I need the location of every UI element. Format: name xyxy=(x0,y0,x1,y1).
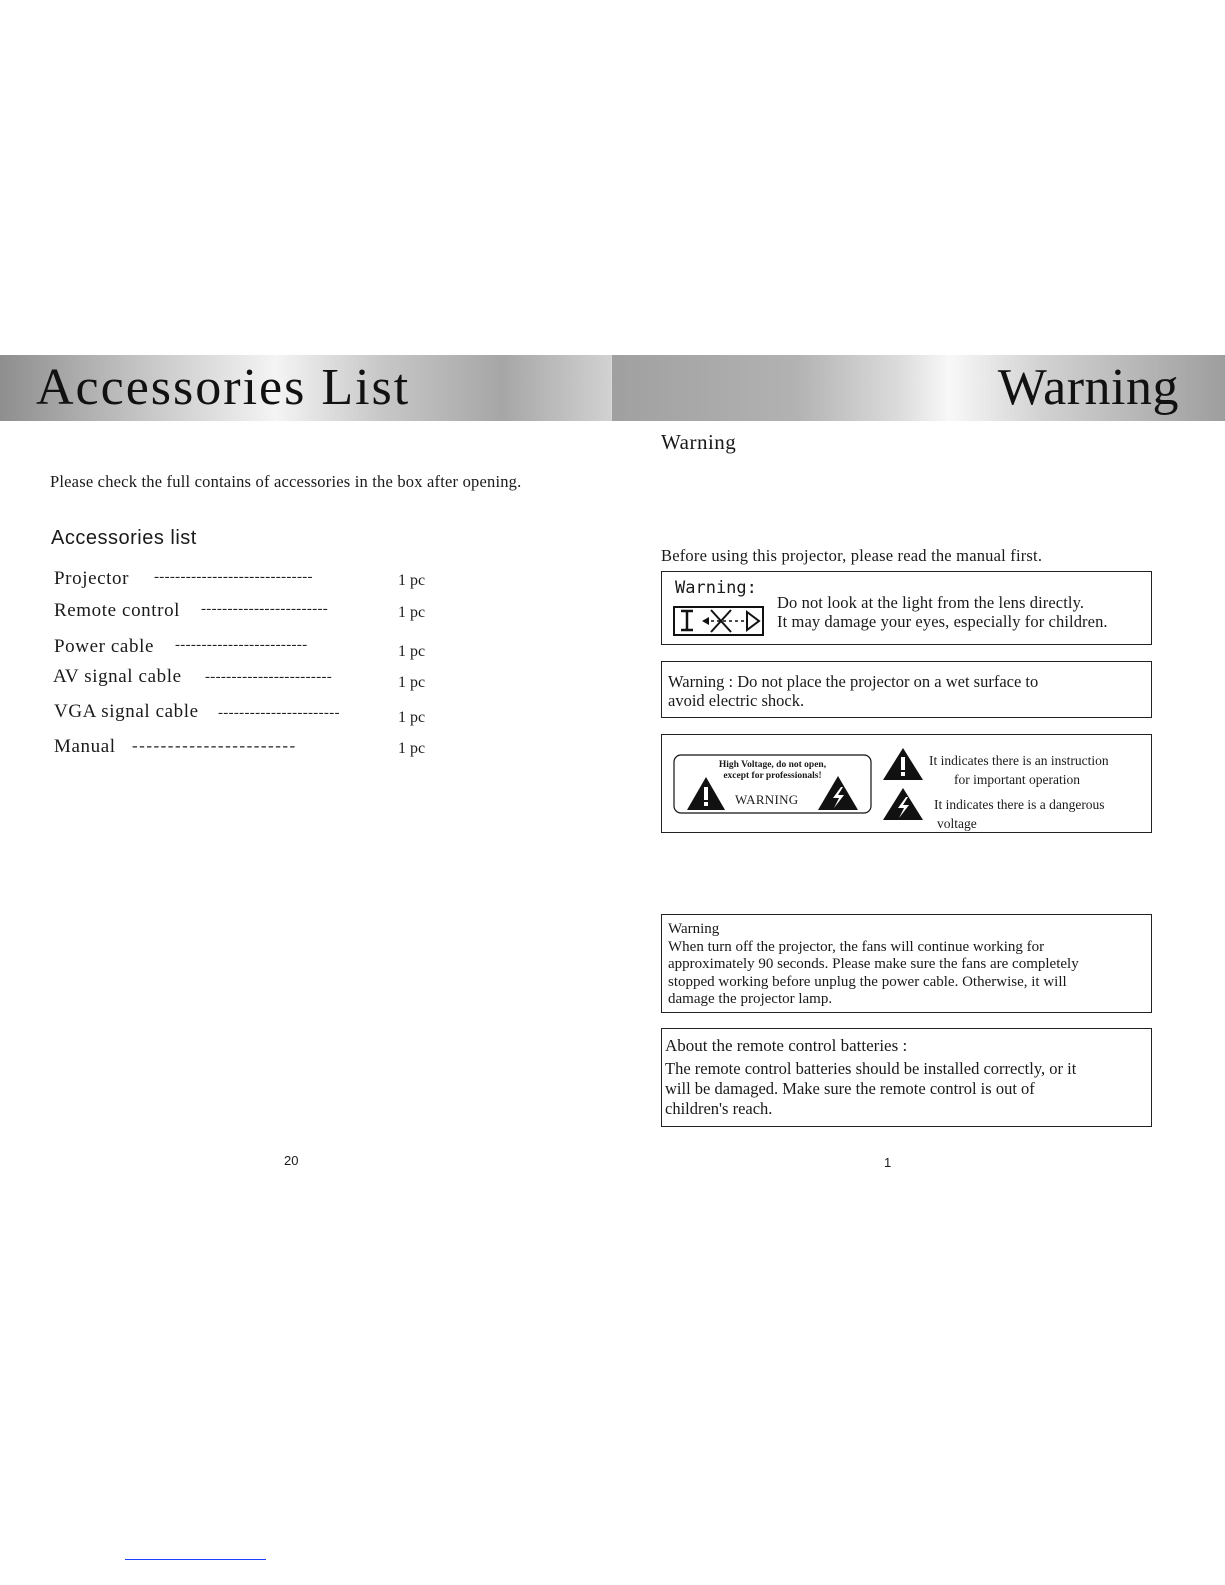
voltage-symbol-desc-2: voltage xyxy=(937,816,977,831)
high-voltage-sign xyxy=(673,754,872,814)
wet-surface-line-2: avoid electric shock. xyxy=(668,691,805,710)
battery-notice-line-1: The remote control batteries should be installed correctly, or it xyxy=(665,1059,1077,1078)
battery-notice-line-3: children's reach. xyxy=(665,1099,773,1118)
accessory-item-projector xyxy=(54,568,444,592)
page-number-right: 1 xyxy=(884,1155,892,1170)
high-voltage-line-1: High Voltage, do not open, xyxy=(718,760,827,770)
battery-notice-title: About the remote control batteries : xyxy=(665,1036,908,1055)
accessory-qty: 1 pc xyxy=(398,740,426,757)
lens-warning-line-2: It may damage your eyes, especially for children. xyxy=(777,612,1108,631)
accessory-name: VGA signal cable xyxy=(54,701,199,722)
fan-warning-box xyxy=(661,914,1152,1013)
link-underline xyxy=(125,1559,266,1560)
accessory-item-manual xyxy=(54,736,444,760)
voltage-symbols-box xyxy=(661,734,1152,833)
accessory-item-power-cable xyxy=(54,636,444,660)
accessories-intro: Please check the full contains of accessories in the box after opening. xyxy=(50,472,522,491)
fan-warning-line-4: damage the projector lamp. xyxy=(668,991,833,1008)
accessory-item-remote-control xyxy=(54,600,444,624)
lens-warning-box xyxy=(661,571,1152,645)
accessory-name: Power cable xyxy=(54,636,154,657)
accessory-item-vga-signal-cable xyxy=(54,701,444,725)
accessory-qty: 1 pc xyxy=(398,572,426,589)
high-voltage-sign-text xyxy=(673,760,872,782)
no-look-into-lens-icon xyxy=(673,606,764,636)
page-number-left: 20 xyxy=(284,1153,299,1168)
accessory-leader: ------------------------ xyxy=(201,601,329,617)
instruction-symbol-desc-2: for important operation xyxy=(954,772,1080,787)
accessory-leader: ----------------------- xyxy=(132,736,297,755)
accessory-name: Manual xyxy=(54,736,116,757)
accessory-name: Remote control xyxy=(54,600,181,621)
accessory-name: Projector xyxy=(54,568,130,589)
battery-notice-line-2: will be damaged. Make sure the remote control is out of xyxy=(665,1079,1035,1098)
warning-banner xyxy=(612,355,1225,421)
lens-warning-label: Warning: xyxy=(675,578,757,598)
high-voltage-line-2: except for professionals! xyxy=(723,771,822,781)
fan-warning-line-3: stopped working before unplug the power cable. Otherwise, it will xyxy=(668,973,1067,990)
warning-heading: Warning xyxy=(661,430,737,454)
warning-banner-title: Warning xyxy=(997,359,1179,416)
accessories-list-heading: Accessories list xyxy=(51,527,197,549)
fan-warning-title: Warning xyxy=(668,921,720,937)
read-manual-notice: Before using this projector, please read the manual first. xyxy=(661,546,1043,565)
accessory-leader: ------------------------- xyxy=(175,637,308,653)
fan-warning-line-2: approximately 90 seconds. Please make sure the fans are completely xyxy=(668,956,1079,973)
accessory-leader: ----------------------- xyxy=(218,705,340,721)
high-voltage-sign-warning: WARNING xyxy=(735,792,799,807)
accessory-leader: ------------------------------ xyxy=(154,569,313,585)
accessory-qty: 1 pc xyxy=(398,709,426,726)
fan-warning-line-1: When turn off the projector, the fans will continue working for xyxy=(668,938,1045,955)
accessory-qty: 1 pc xyxy=(398,604,426,621)
wet-surface-line-1: Warning : Do not place the projector on a wet surface to xyxy=(668,672,1039,691)
accessory-name: AV signal cable xyxy=(53,666,182,687)
exclamation-triangle-icon xyxy=(882,747,924,781)
lightning-triangle-icon xyxy=(882,787,924,821)
battery-notice-box xyxy=(661,1028,1152,1127)
accessory-item-av-signal-cable xyxy=(54,666,444,690)
wet-surface-warning-box xyxy=(661,661,1152,718)
accessory-qty: 1 pc xyxy=(398,674,426,691)
voltage-symbol-desc-1: It indicates there is a dangerous xyxy=(934,797,1105,812)
accessory-leader: ------------------------ xyxy=(205,669,333,685)
accessories-banner-title: Accessories List xyxy=(36,359,411,416)
lens-warning-line-1: Do not look at the light from the lens directly. xyxy=(777,593,1085,612)
accessories-banner xyxy=(0,355,612,421)
instruction-symbol-desc-1: It indicates there is an instruction xyxy=(929,753,1109,768)
accessory-qty: 1 pc xyxy=(398,643,426,660)
